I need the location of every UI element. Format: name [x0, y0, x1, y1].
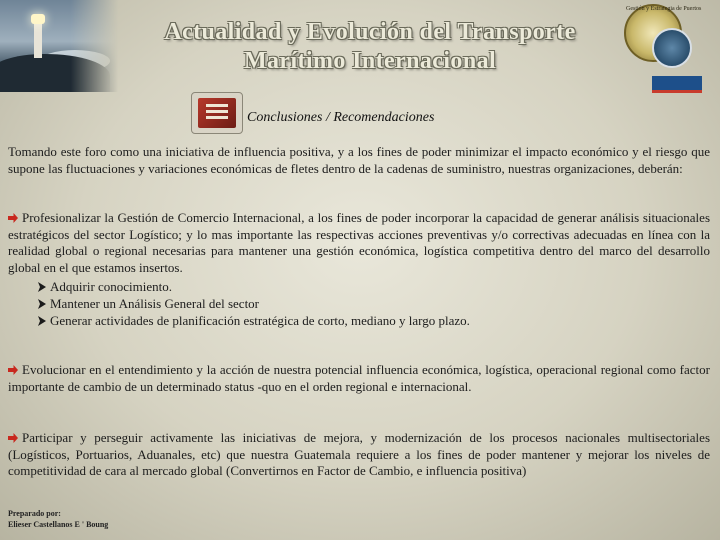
sub-item-text: Adquirir conocimiento.: [50, 279, 173, 294]
sub-item-text: Mantener un Análisis General del sector: [50, 296, 260, 311]
list-item: [38, 312, 470, 329]
bullet-2-text: Evolucionar en el entendimiento y la acción de nuestra potencial influencia económica, logística, operacional regional como factor importante de cambio de un determinado status -quo en el orden regional e internacional.: [8, 362, 710, 394]
brand-badge-strip: [652, 90, 702, 93]
right-arrow-icon: [8, 433, 18, 443]
lighthouse-tower: [34, 22, 42, 58]
right-arrow-icon: [8, 365, 18, 375]
prepared-by-label: Preparado por:: [8, 509, 61, 518]
author-credit: [8, 508, 108, 530]
title-line-2: Marítimo Internacional: [243, 48, 497, 74]
list-item: [38, 278, 470, 295]
seal-caption: Gestión y Estrategia de Puertos: [626, 6, 702, 12]
section-heading: Conclusiones / Recomendaciones: [247, 110, 435, 125]
author-name: Elieser Castellanos E ' Boung: [8, 520, 109, 529]
bullet-3-text: Participar y perseguir activamente las iniciativas de mejora, y modernización de los procesos nacionales multisectoriales (Logísticos, Portuarios, Aduanales, etc) que nuestra Guatemala requiere a los fines de poder mantener y mejorar los niveles de competitividad de cara al mercado global (Convertirnos en Factor de Cambio, e influencia positiva): [8, 430, 710, 478]
book-icon: [191, 92, 243, 134]
intro-paragraph: Tomando este foro como una iniciativa de influencia positiva, y a los fines de poder minimizar el impacto económico y el riesgo que supone las fluctuaciones y variaciones económicas de fletes dentro de la cadenas de suministro, nuestras organizaciones, deberán:: [8, 144, 710, 176]
sub-item-text: Generar actividades de planificación estratégica de corto, mediano y largo plazo.: [50, 313, 470, 328]
lighthouse-lamp: [31, 14, 45, 24]
bullet-paragraph-2: [8, 362, 710, 395]
bullet-1-text: Profesionalizar la Gestión de Comercio Internacional, a los fines de poder incorporar la capacidad de generar análisis situacionales estratégicos del sector Logístico; y lo mas importante las respectivas acciones preventivas y/o correctivas adecuadas en línea con la realidad global o regional necesarias para mantener una gestión económica, logística competitiva dentro del marco del desarrollo global en el que estamos insertos.: [8, 210, 710, 275]
chevron-right-icon: [38, 316, 46, 326]
chevron-right-icon: [38, 282, 46, 292]
bullet-paragraph-1: [8, 210, 710, 276]
list-item: [38, 295, 470, 312]
title-line-1: Actualidad y Evolución del Transporte: [164, 19, 576, 45]
sub-list: [38, 278, 470, 329]
right-arrow-icon: [8, 213, 18, 223]
chevron-right-icon: [38, 299, 46, 309]
slide-title: [150, 18, 590, 76]
lighthouse-photo: [0, 0, 118, 92]
brand-badge-logo: [652, 76, 702, 90]
bullet-paragraph-3: [8, 430, 710, 480]
globe-emblem-logo: [652, 28, 692, 68]
book-cover: [198, 98, 236, 128]
